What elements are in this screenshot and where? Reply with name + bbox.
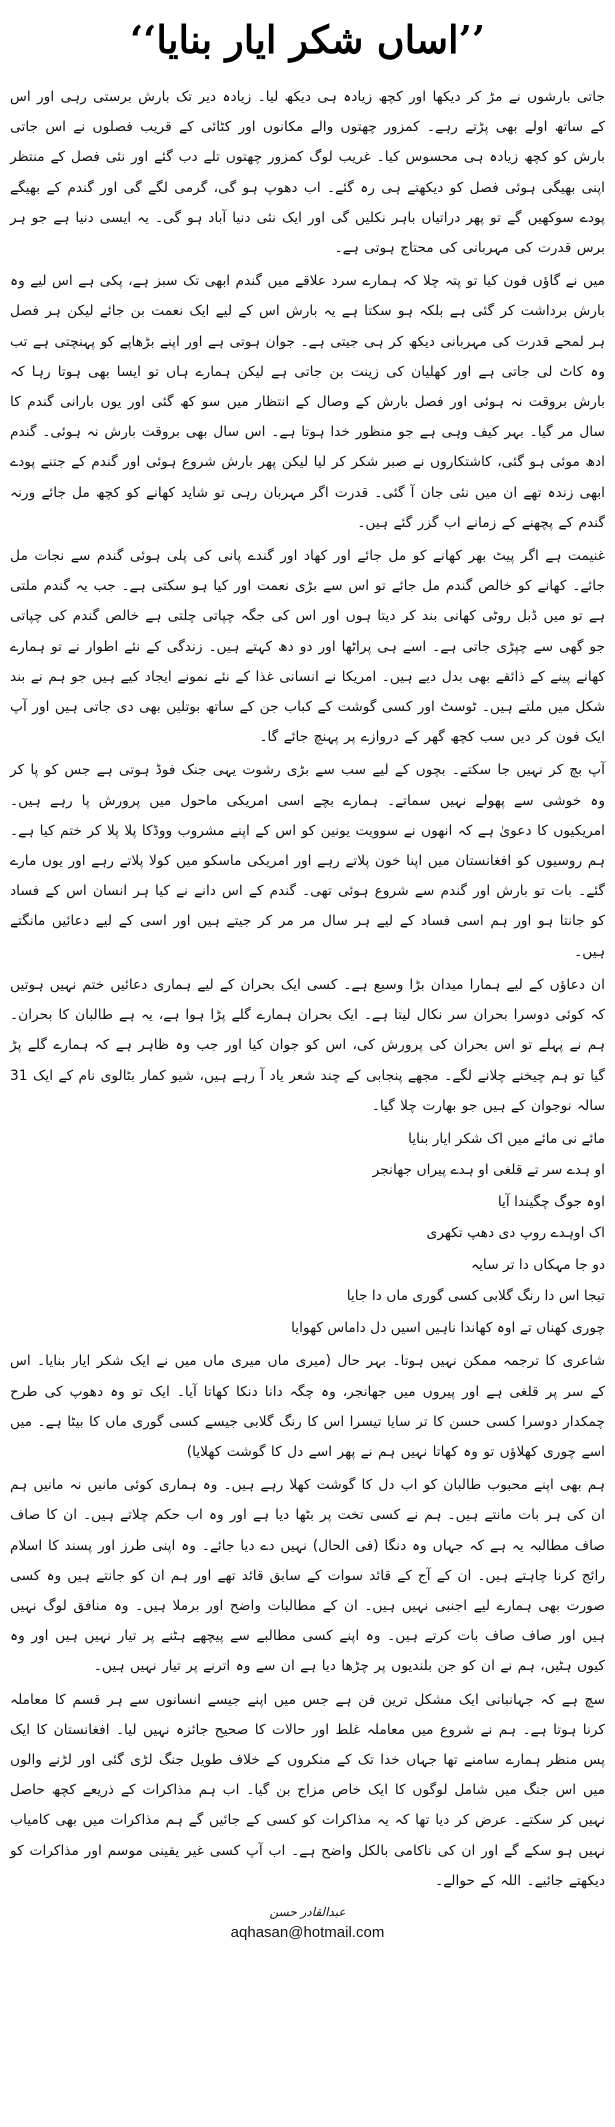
verse-line-1: مائے نی مائے میں اک شکر ایار بنایا <box>408 1130 605 1147</box>
verse-line-2: او ہدے سر تے قلغی او ہدے پیراں جھانجر <box>372 1162 605 1179</box>
punjabi-verses <box>10 1124 605 1345</box>
article-body <box>10 82 605 1896</box>
paragraph-7: ہم بھی اپنے محبوب طالبان کو اب دل کا گوشت کھلا رہے ہیں۔ وہ ہماری کوئی مانیں نہ مانیں ہم ان کی ہر بات مانتے ہیں۔ ہم نے کسی تخت پر بٹھا دیا ہے اور وہ اب حکم چلاتے ہیں۔ ان کا صاف صاف مطالبہ یہ ہے کہ جہاں وہ دنگا (فی الحال) نہیں دے دیا جائے۔ وہ اپنی طرز اور پسند کا اسلام رائج کرنا چاہتے ہیں۔ ان کے آج کے قائد سوات کے سابق قائد تھے اور ہم ان کو جانتے ہیں وہ کسی صورت بھی ہمارے لیے اجنبی نہیں ہیں۔ ان کے مطالبات واضح اور برملا ہیں۔ وہ منافق لوگ نہیں ہیں اور صاف صاف بات کرتے ہیں۔ وہ اپنے کسی مطالبے سے پیچھے ہٹنے پر تیار نہیں ہیں اور وہ کیوں ہٹیں، ہم نے ان کو جن بلندیوں پر چڑھا دیا ہے ان سے وہ اترنے پر تیار نہیں ہیں۔ <box>10 1477 606 1675</box>
verse-line-5: دو جا مہکاں دا تر سایہ <box>470 1256 605 1273</box>
verse-line-6: تیجا اس دا رنگ گلابی کسی گوری ماں دا جایا <box>346 1288 605 1305</box>
paragraph-1: جاتی بارشوں نے مڑ کر دیکھا اور کچھ زیادہ ہی دیکھ لیا۔ زیادہ دیر تک بارش برستی رہی اور اس کے ساتھ اولے بھی پڑتے رہے۔ کمزور چھتوں والے مکانوں اور کٹائی کے قریب فصلوں نے اس جاتی بارش کو کچھ زیادہ ہی محسوس کیا۔ غریب لوگ کمزور چھتوں تلے دب گئے اور نئی فصل کے منتظر اپنی بھیگی ہوئی فصل کو دیکھتے ہی رہ گئے۔ اب دھوپ ہو گی، گرمی لگے گی اور گندم کے بھیگے پودے سوکھیں گے تو پھر دراتیاں باہر نکلیں گی اور ایک نئی دنیا آباد ہو گی۔ یہ ایسی دنیا ہے جو ہر برس قدرت کی مہربانی کی محتاج ہوتی ہے۔ <box>10 89 605 257</box>
verse-line-7: چوری کھناں تے اوہ کھاندا ناہیں اسیں دل داماس کھوایا <box>291 1319 605 1336</box>
column-headline: ’’اساں شکر ایار بنایا‘‘ <box>129 17 486 62</box>
verse-line-3: اوہ جوگ چگیندا آیا <box>497 1193 605 1210</box>
paragraph-6: شاعری کا ترجمہ ممکن نہیں ہوتا۔ بہر حال (میری ماں میری ماں میں نے ایک شکر ایار بنایا۔ اس کے سر پر قلغی ہے اور پیروں میں جھانجر، وہ چگہ دانا دنکا کھاتا آیا۔ ایک تو وہ دھوپ کی طرح چمکدار دوسرا کسی حسن کا تر سایا تیسرا اس کا رنگ گلابی جیسے کسی گوری ماں کا بیٹا ہے۔ میں اسے چوری کھلاؤں تو وہ کھاتا نہیں ہم نے پھر اسے دل کا گوشت کھلایا) <box>10 1353 605 1461</box>
paragraph-2: میں نے گاؤں فون کیا تو پتہ چلا کہ ہمارے سرد علاقے میں گندم ابھی تک سبز ہے، پکی ہے اس لیے وہ بارش برداشت کر گئی ہے بلکہ ہو سکتا ہے یہ بارش اس کے لیے ایک نعمت بن جائے لیکن ہر فصل ہر لمحے قدرت کی مہربانی دیکھ کر ہی جیتی ہے۔ جوان ہوتی ہے اور اپنے بڑھاپے کو پہنچتی ہے تب وہ کاٹ لی جاتی ہے اور کھلیان کی زینت بن جاتی ہے لیکن ہمارے ہاں تو ایسا بھی ہوتا رہا کہ بارش بروقت نہ ہوئی اور فصل بارش کے وصال کے انتظار میں سو کھ گئی اور یوں بارانی گندم کا سال مر گیا۔ بہر کیف وہی ہے جو منظور خدا ہوتا ہے۔ اس سال بھی بروقت بارش نہ ہوئی۔ گندم ادھ موئی ہو گئی، کاشتکاروں نے صبر شکر کر لیا لیکن پھر بارش شروع ہوئی اور گندم کے جتنے پودے ابھی زندہ تھے ان میں نئی جان آ گئی۔ قدرت اگر مہربان رہی تو شاید کھانے کو کچھ مل جائے ورنہ گندم کے پچھنے کے زمانے اب گزر گئے ہیں۔ <box>10 273 605 531</box>
paragraph-3: غنیمت ہے اگر پیٹ بھر کھانے کو مل جائے اور کھاد اور گندے پانی کی پلی ہوئی گندم سے نجات مل جائے۔ کھانے کو خالص گندم مل جائے تو اس سے بڑی نعمت اور کیا ہو سکتی ہے۔ جب یہ گندم ملتی ہے تو میں ڈبل روٹی کھانی بند کر دیتا ہوں اور اس کی جگہ چپاتی چلتی ہے خالص گندم کی چپاتی جو گھی سے چپڑی جاتی ہے۔ اسے ہی پراٹھا اور دو دھ کہتے ہیں۔ زندگی کے نئے اطوار نے تو ہمارے کھانے پینے کے ذائقے بھی بدل دیے ہیں۔ امریکا نے انسانی غذا کے نئے نمونے ایجاد کیے ہیں جو ہم نے بند شکل میں ملتے ہیں۔ ٹوسٹ اور کسی گوشت کے کباب جن کے ساتھ بوتلیں بھی دی جاتی ہیں اور آپ ایک فون کر دیں سب کچھ گھر کے دروازے پر پہنچ جائے گا۔ <box>10 548 605 746</box>
paragraph-4: آپ بچ کر نہیں جا سکتے۔ بچوں کے لیے سب سے بڑی رشوت یہی جنک فوڈ ہوتی ہے جس کو پا کر وہ خوشی سے پھولے نہیں سماتے۔ ہمارے بچے اسی امریکی ماحول میں پرورش پا رہے ہیں۔ امریکیوں کا دعویٰ ہے کہ انھوں نے سوویت یونین کو اس کے اپنے مشروب ووڈکا پلا پلا کر ختم کیا ہے۔ ہم روسیوں کو افغانستان میں اپنا خون پلاتے رہے اور امریکی ماسکو میں کولا پلاتے رہے اور یوں مارے گئے۔ بات تو بارش اور گندم سے شروع ہوئی تھی۔ گندم کے اس دانے نے کیا ہر انسان اس کے فساد کو جانتا ہو اور ہم اسی فساد کے لیے ہر سال مر مر کر جیتے ہیں اور اسی کے لیے دعائیں مانگتے ہیں۔ <box>10 762 605 960</box>
verse-line-4: اک اوہدے روپ دی دھپ تکھری <box>426 1225 605 1242</box>
author-email: aqhasan@hotmail.com <box>230 1924 385 1942</box>
author-name: عبدالقادر حسن <box>269 1905 346 1920</box>
paragraph-5: ان دعاؤں کے لیے ہمارا میدان بڑا وسیع ہے۔ کسی ایک بحران کے لیے ہماری دعائیں ختم نہیں ہوتیں کہ کوئی دوسرا بحران سر نکال لیتا ہے۔ ایک بحران ہمارے گلے پڑا ہوا ہے، یہ ہے طالبان کا بحران۔ ہم نے پہلے تو اس بحران کی پرورش کی، اس کو جوان کیا اور جب وہ ظاہر ہے کہ ہمارے گلے پڑ گیا تو ہم چیخنے چلانے لگے۔ مجھے پنجابی کے چند شعر یاد آ رہے ہیں، شیو کمار بٹالوی نام کے ایک 31 سالہ نوجوان کے ہیں جو بھارت چلا گیا۔ <box>10 976 605 1114</box>
paragraph-8: سچ ہے کہ جہانبانی ایک مشکل ترین فن ہے جس میں اپنے جیسے انسانوں سے ہر قسم کا معاملہ کرنا ہوتا ہے۔ ہم نے شروع میں معاملہ غلط اور حالات کا صحیح جائزہ نہیں لیا۔ افغانستان کا ایک پس منظر ہمارے سامنے تھا جہاں خدا تک کے منکروں کے خلاف طویل جنگ لڑی گئی اور لڑنے والوں میں اس جنگ میں شامل لوگوں کا ایک خاص مزاج بن گیا۔ اب ہم مذاکرات کے ذریعے کچھ حاصل نہیں کر سکتے۔ عرض کر دیا تھا کہ یہ مذاکرات کو کسی کے جائیں گے ہم مذاکرات میں بھی کامیاب نہیں ہو سکے گے اور ان کی ناکامی بالکل واضح ہے۔ اب آپ کسی غیر یقینی موسم اور مذاکرات کو دیکھتے جائیے۔ اللہ کے حوالے۔ <box>10 1691 605 1889</box>
